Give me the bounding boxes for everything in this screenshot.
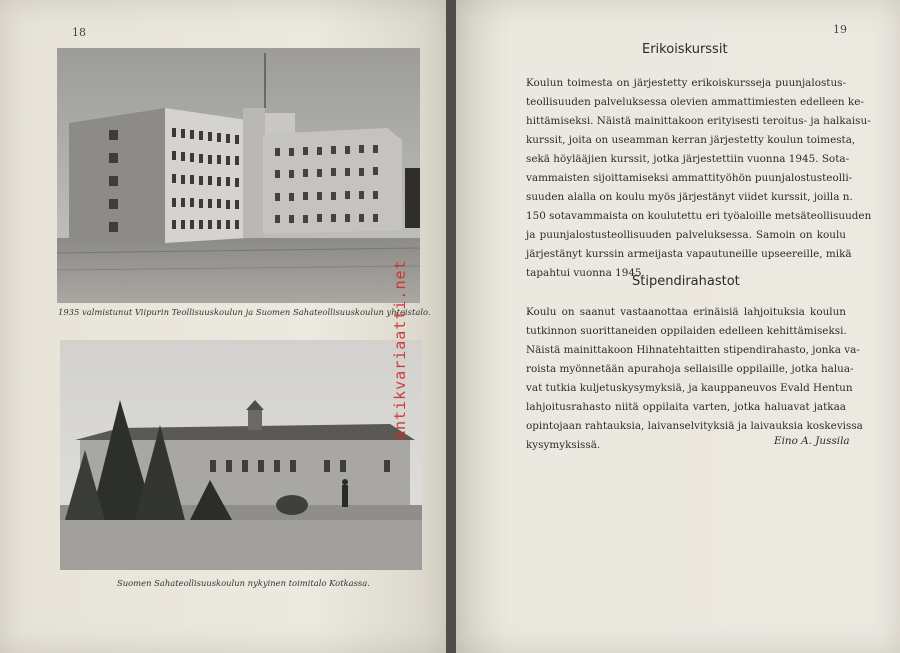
author-signature: Eino A. Jussila bbox=[774, 435, 850, 447]
page-number-left: 18 bbox=[72, 26, 86, 39]
text-line: Koulun toimesta on järjestetty erikoiskursseja puunjalostus- bbox=[526, 77, 846, 89]
text-line: 150 sotavammaista on koulutettu eri työaloille metsäteollisuuden bbox=[526, 210, 872, 222]
text-line: opintojaan rahtauksia, laivanselvityksiä ja laivauksia koskevissa bbox=[526, 420, 863, 432]
text-line: tapahtui vuonna 1945. bbox=[526, 267, 645, 279]
text-line: vat tutkia kuljetuskysymyksiä, ja kauppaneuvos Evald Hentun bbox=[526, 382, 853, 394]
text-line: vammaisten sijoittamiseksi ammattityöhön puunjalostusteolli- bbox=[526, 172, 853, 184]
text-line: suuden alalla on koulu myös järjestänyt viidet kurssit, joilla n. bbox=[526, 191, 853, 203]
right-page bbox=[456, 0, 900, 653]
page-number-right: 19 bbox=[833, 23, 847, 36]
building-photo-illustration bbox=[57, 48, 420, 303]
text-line: kysymyksissä. bbox=[526, 439, 601, 451]
text-line: teollisuuden palveluksessa olevien ammattimiesten edelleen ke- bbox=[526, 96, 864, 108]
watermark-stamp: Antikvariaatti.net bbox=[391, 259, 409, 440]
section-heading-erikoiskurssit: Erikoiskurssit bbox=[642, 42, 728, 57]
section-heading-stipendirahastot: Stipendirahastot bbox=[632, 274, 740, 289]
text-line: hittämiseksi. Näistä mainittakoon erityisesti teroitus- ja halkaisu- bbox=[526, 115, 871, 127]
section-paragraph-stipendirahastot bbox=[526, 303, 863, 455]
text-line: tutkinnon suorittaneiden oppilaiden edelleen kehittämiseksi. bbox=[526, 325, 847, 337]
caption-bottom-photo: Suomen Sahateollisuuskoulun nykyinen toimitalo Kotkassa. bbox=[117, 578, 370, 588]
text-line: järjestänyt kurssin armeijasta vapautuneille upseereille, mikä bbox=[526, 248, 852, 260]
section-paragraph-erikoiskurssit bbox=[526, 74, 872, 283]
caption-top-photo: 1935 valmistunut Viipurin Teollisuuskoulun ja Suomen Sahateollisuuskoulun yhteistalo. bbox=[58, 307, 431, 317]
text-line: roista myönnetään apurahoja sellaisille oppilaille, jotka halua- bbox=[526, 363, 854, 375]
text-line: kurssit, joita on useamman kerran järjestetty koulun toimesta, bbox=[526, 134, 856, 146]
left-page bbox=[0, 0, 448, 653]
text-line: sekä höylääjien kurssit, jotka järjestettiin vuonna 1945. Sota- bbox=[526, 153, 850, 165]
photo-kotka-school-building bbox=[60, 340, 422, 570]
text-line: lahjoitusrahasto niitä oppilaita varten, jotka haluavat jatkaa bbox=[526, 401, 846, 413]
text-line: Näistä mainittakoon Hihnatehtaitten stipendirahasto, jonka va- bbox=[526, 344, 860, 356]
kotka-photo-illustration bbox=[60, 340, 422, 570]
text-line: ja puunjalostusteollisuuden palveluksessa. Samoin on koulu bbox=[526, 229, 846, 241]
text-line: Koulu on saanut vastaanottaa erinäisiä lahjoituksia koulun bbox=[526, 306, 846, 318]
photo-industrial-school-building bbox=[57, 48, 420, 303]
